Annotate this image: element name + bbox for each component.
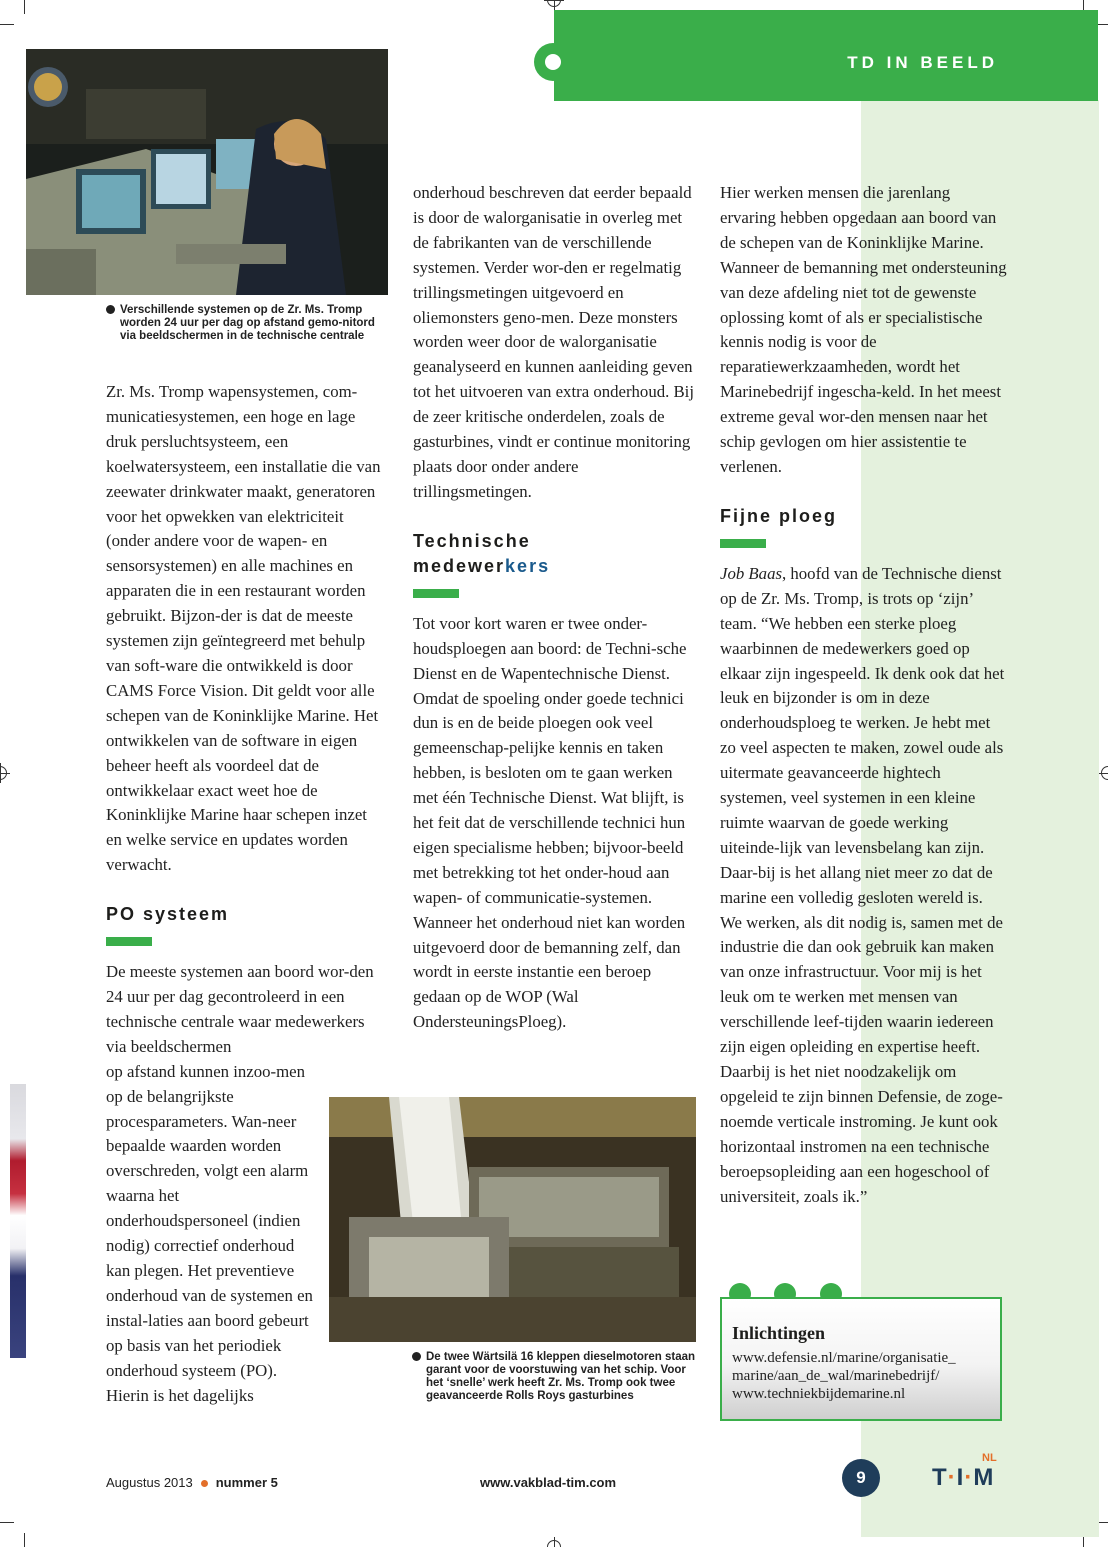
logo-nl: NL xyxy=(982,1452,997,1464)
caption-text: De twee Wärtsilä 16 kleppen dieselmotoren staan garant voor de voorstuwing van het schip. Voor het ‘snelle’ werk heeft Zr. Ms. Tromp ook twee geavanceerde Rolls Roys gasturbines xyxy=(426,1351,696,1402)
caption-bullet-icon xyxy=(412,1352,421,1361)
section-header-bar xyxy=(554,10,1098,101)
body-paragraph xyxy=(720,562,1007,1210)
crop-mark xyxy=(0,24,14,25)
section-heading xyxy=(413,529,695,579)
engine-room-photo xyxy=(329,1097,696,1342)
control-room-photo xyxy=(26,49,388,295)
body-paragraph: De meeste systemen aan boord wor-den 24 uur per dag gecontroleerd in een technische centrale waar medewerkers via beeldschermen xyxy=(106,962,374,1056)
logo-letter: M xyxy=(973,1464,995,1491)
body-paragraph: onderhoud beschreven dat eerder bepaald is door de walorganisatie in overleg met de fabrikanten van de verschillende systemen. Verder wor-den er regelmatig trillingsmetingen uitgevoerd en oliemonsters geno-men. Deze monsters worden weer door de walorganisatie geanalyseerd en kunnen aanleiding geven tot het uitvoeren van extra onderhoud. Bij de zeer kritische onderdelen, zoals de gasturbines, vindt er continue monitoring plaats door onder andere trillingsmetingen. xyxy=(413,183,695,501)
info-box-title: Inlichtingen xyxy=(732,1323,826,1343)
quote-text: , hoofd van de Technische dienst op de Zr. Ms. Tromp, is trots op ‘zijn’ team. “We hebben een sterke ploeg waarbinnen de medewerkers goed op elkaar zijn ingespeeld. Ik denk ook dat het leuk en bijzonder is om in deze onderhoudsploeg te werken. Je hebt met zo veel aspecten te maken, zowel oude als uitermate geavanceerde hightech systemen, veel systemen in een kleine ruimte waarvan de goede werking uiteinde-lijk van levensbelang kan zijn. Daar-bij is het allang niet meer zo dat de marine een volledig gesloten wereld is. We werken, als dit nodig is, samen met de industrie die dan ook gebruik kan maken van onze infrastructuur. Voor mij is het leuk om te werken met mensen van verschillende leef-tijden waarin iedereen zijn eigen opleiding en expertise heeft. Daarbij is het niet noodzakelijk om opgeleid te zijn binnen Defensie, de zoge-noemde verticale instroming. Je kunt ook horizontaal instromen na een technische beroepsopleiding aan een hogeschool of universiteit, zoals ik.” xyxy=(720,563,1005,1206)
registration-mark xyxy=(0,766,7,780)
info-link[interactable]: www.defensie.nl/marine/organisatie_ xyxy=(732,1350,956,1366)
logo-text: T·I·M xyxy=(932,1464,995,1491)
body-paragraph: Zr. Ms. Tromp wapensystemen, com-municatiesystemen, een hoge en lage druk persluchtsysteem, een koelwatersysteem, een installatie die van zeewater drinkwater maakt, generatoren voor het opwekken van elektriciteit (onder andere voor de wapen- en sensorsystemen) en alle machines en apparaten die in een restaurant worden gebruikt. Bijzon-der is dat de meeste systemen zijn geïntegreerd met behulp van soft-ware die ontwikkeld is door CAMS Force Vision. Dit geldt voor alle schepen van de Koninklijke Marine. Het ontwikkelen van de software in eigen beheer heeft als voordeel dat de ontwikkelaar exact weet hoe de Koninklijke Marine haar schepen inzet en welke service en updates worden verwacht. xyxy=(106,382,381,875)
info-link[interactable]: www.techniekbijdemarine.nl xyxy=(732,1386,906,1402)
footer-website[interactable]: www.vakblad-tim.com xyxy=(480,1475,617,1490)
registration-mark xyxy=(547,1540,561,1547)
article-column-3 xyxy=(720,181,1007,1209)
body-paragraph: Tot voor kort waren er twee onder-houdsploegen aan boord: de Techni-sche Dienst en de Wapentechnische Dienst. Omdat de spoeling onder goede technici dun is en de beide ploegen ook veel gemeenschap-pelijke kennis en taken hebben, is besloten om te gaan werken met één Technische Dienst. Wat blijft, is het feit dat de verschillende technici hun eigen specialisme hebben; bijvoor-beeld met betrekking tot het onder-houd aan wapen- of communicatie-systemen. Wanneer het onderhoud niet kan worden uitgevoerd door de bemanning zelf, dan wordt in eerste instantie een beroep gedaan op de WOP (Wal OndersteuningsPloeg). xyxy=(413,613,687,1032)
logo-letter: T xyxy=(932,1464,948,1491)
article-column-2 xyxy=(413,181,695,1035)
page-number: 9 xyxy=(842,1459,880,1497)
footer-issue-number: nummer 5 xyxy=(215,1475,278,1490)
heading-underline xyxy=(720,539,766,548)
footer-issue xyxy=(106,1475,278,1490)
crop-mark xyxy=(0,1522,14,1523)
registration-mark xyxy=(1101,766,1108,780)
body-paragraph: Hier werken mensen die jarenlang ervaring hebben opgedaan aan boord van de schepen van de Koninklijke Marine. Wanneer de bemanning met ondersteuning van deze afdeling niet tot de gewenste oplossing komt of als er specialistische kennis nodig is voor de reparatiewerkzaamheden, wordt het Marinebedrijf ingescha-keld. In het meest extreme geval wor-den mensen naar het schip gevlogen om hier assistentie te verlenen. xyxy=(720,183,1007,476)
crop-mark xyxy=(24,1533,25,1547)
footer-dot-icon xyxy=(201,1480,208,1487)
flag-image-fragment xyxy=(10,1084,26,1358)
header-dot-icon xyxy=(534,43,572,81)
crop-mark xyxy=(24,0,25,14)
heading-line: Technische xyxy=(413,530,531,551)
photo-caption xyxy=(412,1351,702,1403)
tim-logo xyxy=(932,1452,1004,1492)
article-column-1 xyxy=(106,380,384,1408)
registration-mark xyxy=(547,0,561,7)
logo-letter: I xyxy=(956,1464,965,1491)
section-heading: PO systeem xyxy=(106,904,230,925)
info-link[interactable]: marine/aan_de_wal/marinebedrijf/ xyxy=(732,1368,940,1384)
caption-text: Verschillende systemen op de Zr. Ms. Tromp worden 24 uur per dag op afstand gemo-nitord via beeldschermen in de technische centrale xyxy=(120,304,375,342)
heading-underline xyxy=(413,589,459,598)
heading-line: medewer xyxy=(413,555,506,576)
section-title: TD IN BEELD xyxy=(847,53,998,72)
person-name: Job Baas xyxy=(720,563,782,583)
caption-bullet-icon xyxy=(106,305,115,314)
heading-line-accent: kers xyxy=(505,555,551,576)
section-heading: Fijne ploeg xyxy=(720,505,838,526)
photo-caption xyxy=(106,304,388,343)
footer-date: Augustus 2013 xyxy=(106,1475,193,1490)
info-box xyxy=(720,1297,1002,1421)
heading-underline xyxy=(106,937,152,946)
body-paragraph: op afstand kunnen inzoo-men op de belangrijkste procesparameters. Wan-neer bepaalde waarden worden overschreden, volgt een alarm waarna het onderhoudspersoneel (indien nodig) correctief onderhoud kan plegen. Het preventieve onderhoud van de systemen en instal-laties aan boord gebeurt op basis van het periodiek onderhoud systeem (PO). Hierin is het dagelijks xyxy=(106,1061,313,1405)
